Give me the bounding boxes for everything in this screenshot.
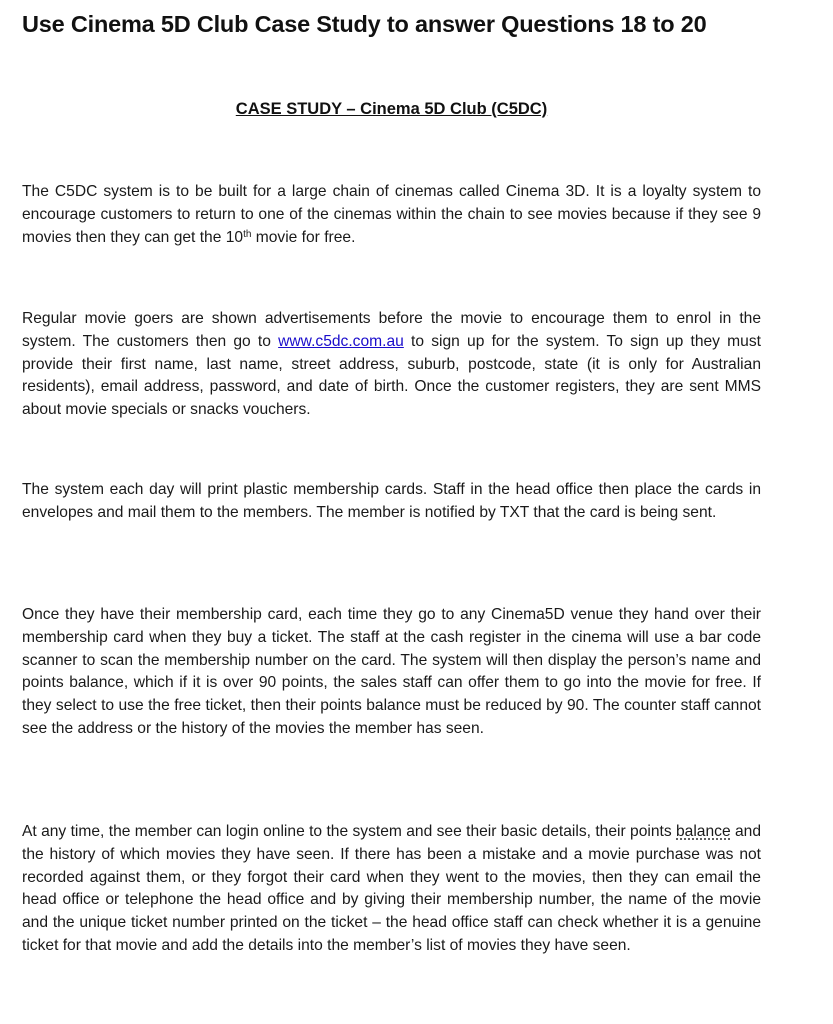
paragraph-intro-text: The C5DC system is to be built for a large chain of cinemas called Cinema 3D. It is a loyalty system to encourage customers to return to one of the cinemas within the chain to see movies because if they see 9 movies then they can get the 10 [22,183,761,246]
paragraph-online-login-text: At any time, the member can login online to the system and see their basic details, their points [22,823,676,840]
paragraph-online-login-text-end: and the history of which movies they have seen. If there has been a mistake and a movie purchase was not recorded against them, or they forgot their card when they went to the movies, then they can email the head office or telephone the head office and by giving their membership number, the name of the movie and the unique ticket number printed on the ticket – the head office staff can check whether it is a genuine ticket for that movie and add the details into the member’s list of movies they have seen. [22,823,761,954]
website-link[interactable]: www.c5dc.com.au [278,332,404,350]
paragraph-enrolment-text: Regular movie goers are shown advertisements before the movie to encourage them to enrol in the system. The customers then go to [22,310,761,350]
ordinal-superscript: th [243,228,252,240]
paragraph-card-usage: Once they have their membership card, each time they go to any Cinema5D venue they hand over their membership card when they buy a ticket. The staff at the cash register in the cinema will use a bar code scanner to scan the membership number on the card. The system will then display the person’s name and points balance, which if it is over 90 points, the sales staff can offer them to go into the movie for free. If they select to use the free ticket, then their points balance must be reduced by 90. The counter staff cannot see the address or the history of the movies the member has seen. [22,606,761,737]
paragraph-membership-cards: The system each day will print plastic membership cards. Staff in the head office then place the cards in envelopes and mail them to the members. The member is notified by TXT that the card is being sent. [22,481,761,521]
case-study-title: CASE STUDY – Cinema 5D Club (C5DC) [235,100,548,118]
spellcheck-marked-word[interactable]: balance [676,823,731,840]
paragraph-enrolment [22,308,761,422]
paragraph-intro [22,181,761,249]
page-heading: Use Cinema 5D Club Case Study to answer Questions 18 to 20 [22,11,707,37]
paragraph-enrolment-text-end: to sign up for the system. To sign up they must provide their first name, last name, street address, suburb, postcode, state (it is only for Australian residents), email address, password, and date of birth. Once the customer registers, they are sent MMS about movie specials or snacks vouchers. [22,332,761,419]
paragraph-online-login [22,821,761,958]
paragraph-intro-text-end: movie for free. [251,228,356,246]
